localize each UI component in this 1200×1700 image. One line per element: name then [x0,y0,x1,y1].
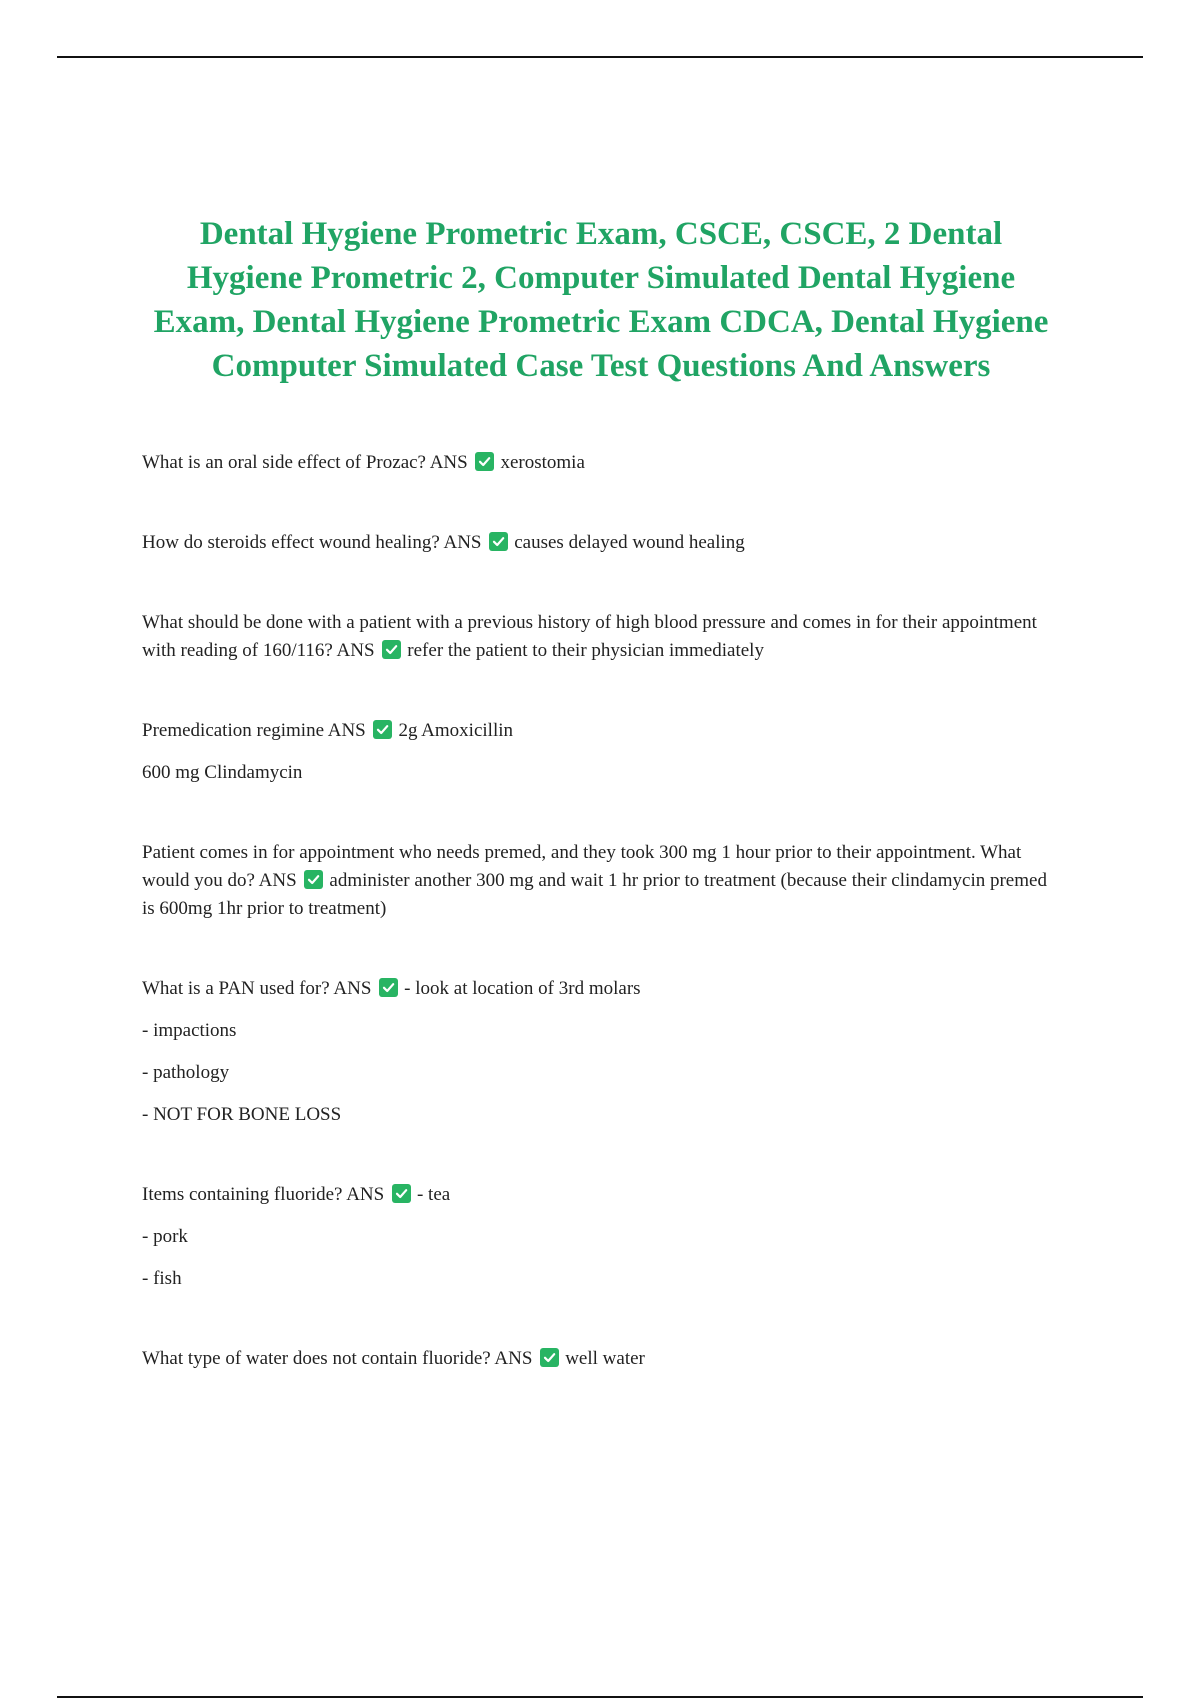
checkmark-icon [373,720,392,739]
qa-list [142,449,1062,1373]
qa-main-line [142,609,1062,665]
answer-extra-line: 600 mg Clindamycin [142,762,303,783]
qa-item [142,529,1062,557]
qa-main-line [142,1181,1062,1209]
qa-item [142,1181,1062,1293]
qa-item [142,609,1062,665]
question-text: Items containing fluoride? ANS [142,1184,385,1205]
question-text: How do steroids effect wound healing? ANS [142,532,482,553]
question-text: Patient comes in for appointment who needs premed, and they took 300 mg 1 hour prior to their appointment. What would you do? ANS [142,842,1022,891]
qa-main-line [142,717,1062,745]
top-rule [57,56,1143,58]
checkmark-icon [392,1184,411,1203]
answer-extra-line: - NOT FOR BONE LOSS [142,1104,342,1125]
qa-item [142,449,1062,477]
checkmark-icon [382,640,401,659]
document-title: Dental Hygiene Prometric Exam, CSCE, CSCE, 2 Dental Hygiene Prometric 2, Computer Simulated Dental Hygiene Exam, Dental Hygiene Prometric Exam CDCA, Dental Hygiene Computer Simulated Case Test Questions And Answers [153,216,1049,384]
qa-main-line [142,839,1062,923]
answer-text: well water [565,1348,645,1369]
qa-main-line [142,1345,1062,1373]
question-text: What is a PAN used for? ANS [142,978,372,999]
question-text: What is an oral side effect of Prozac? ANS [142,452,468,473]
qa-item [142,1345,1062,1373]
answer-extra-line: - pork [142,1226,188,1247]
answer-text: causes delayed wound healing [514,532,745,553]
qa-main-line [142,449,1062,477]
checkmark-icon [489,532,508,551]
bottom-rule [57,1696,1143,1698]
qa-item [142,839,1062,923]
question-text: What should be done with a patient with a previous history of high blood pressure and comes in for their appointment with reading of 160/116? ANS [142,612,1037,661]
checkmark-icon [379,978,398,997]
answer-text: 2g Amoxicillin [398,720,514,741]
question-text: What type of water does not contain fluoride? ANS [142,1348,533,1369]
qa-main-line [142,529,1062,557]
qa-main-line [142,975,1062,1003]
qa-item [142,975,1062,1129]
answer-extra-line: - pathology [142,1062,230,1083]
answer-text: xerostomia [500,452,585,473]
answer-text: refer the patient to their physician immediately [407,640,764,661]
answer-extra-line: - impactions [142,1020,237,1041]
checkmark-icon [540,1348,559,1367]
answer-text: administer another 300 mg and wait 1 hr prior to treatment (because their clindamycin premed is 600mg 1hr prior to treatment) [142,870,1047,919]
answer-extra-line: - fish [142,1268,182,1289]
answer-text: - tea [416,1184,451,1205]
question-text: Premedication regimine ANS [142,720,366,741]
answer-text: - look at location of 3rd molars [404,978,641,999]
checkmark-icon [304,870,323,889]
checkmark-icon [475,452,494,471]
qa-item [142,717,1062,787]
